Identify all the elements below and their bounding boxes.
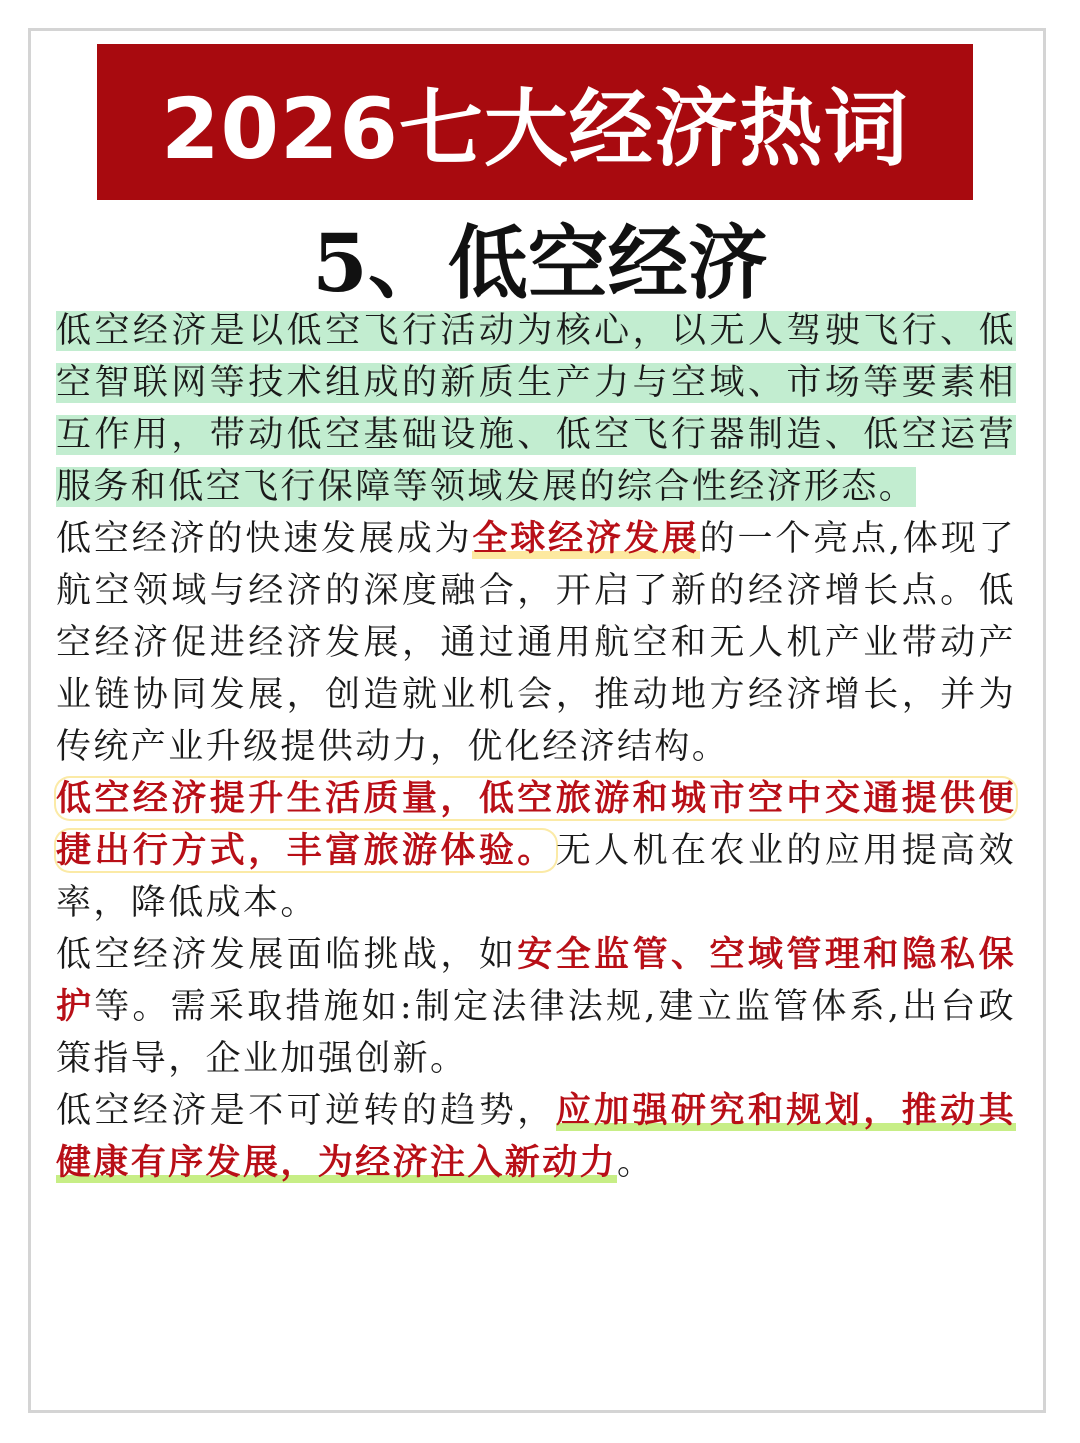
banner-title: 2026七大经济热词 — [161, 79, 909, 178]
text-run: 低空经济是不可逆转的趋势， — [56, 1091, 556, 1131]
title-banner — [97, 44, 973, 200]
emphasis-quality-of-life: 低空经济提升生活质量，低空旅游和城市空中交通提供便捷出行方式，丰富旅游体验。 — [56, 778, 1016, 871]
text-run: 的一个亮点,体现了航空领域与经济的深度融合，开启了新的经济增长点。低空经济促进经济发展，通过通用航空和无人机产业带动产业链协同发展，创造就业机会，推动地方经济增长，并为传统产业升级提供动力，优化经济结构。 — [56, 519, 1017, 767]
text-run: 低空经济的快速发展成为 — [56, 519, 473, 559]
emphasis-challenges: 安全监管、空域管理和隐私保护 — [56, 934, 1016, 1027]
text-run: 等。需采取措施如:制定法律法规,建立监管体系,出台政策指导，企业加强创新。 — [56, 987, 1016, 1079]
text-run: 。 — [617, 1143, 655, 1183]
article-body — [56, 305, 1016, 1189]
paragraph-challenges — [56, 929, 1016, 1085]
paragraph-conclusion — [56, 1085, 1016, 1189]
definition-highlight: 低空经济是以低空飞行活动为核心，以无人驾驶飞行、低空智联网等技术组成的新质生产力与空域、市场等要素相互作用，带动低空基础设施、低空飞行器制造、低空运营服务和低空飞行保障等领域发展的综合性经济形态。 — [56, 311, 1016, 507]
section-subtitle: 5、低空经济 — [300, 199, 780, 314]
text-run: 无人机在农业的应用提高效率，降低成本。 — [56, 831, 1016, 923]
emphasis-global-economy: 全球经济发展 — [472, 518, 700, 559]
section-heading — [0, 206, 1080, 310]
emphasis-conclusion: 应加强研究和规划，推动其健康有序发展，为经济注入新动力 — [56, 1090, 1016, 1183]
paragraph-development — [56, 513, 1016, 773]
paragraph-quality-of-life — [56, 773, 1016, 929]
paragraph-definition — [56, 305, 1016, 513]
text-run: 低空经济发展面临挑战，如 — [56, 935, 518, 975]
